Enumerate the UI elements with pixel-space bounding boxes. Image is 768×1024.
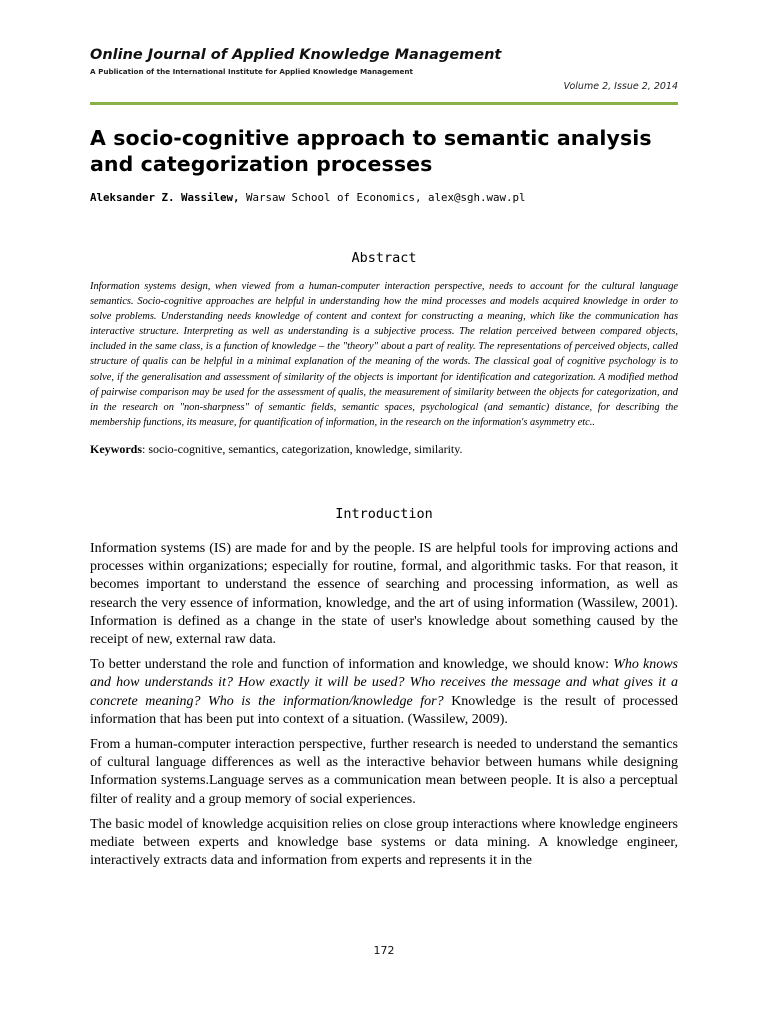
abstract-heading: Abstract xyxy=(351,250,417,266)
journal-title: Online Journal of Applied Knowledge Management xyxy=(90,47,502,63)
p2-italic: Who knows and how understands it? How exactly it will be used? Who receives the message and what gives it a concrete meaning? Who is the information/knowledge for? xyxy=(90,657,678,709)
volume-issue: Volume 2, Issue 2, 2014 xyxy=(563,81,678,92)
abstract-text: Information systems design, when viewed from a human-computer interaction perspective, needs to account for the cultural language semantics. Socio-cognitive approaches are helpful in understanding how the mind processes and models acquired knowledge in order to solve problems. Understanding needs knowledge of content and context for constructing a meaning, which like the communication has interactive structure. Interpreting as well as understanding is a subjective process. The relation perceived between compared objects, included in the same class, is a function of knowledge – the "theory" about a part of reality. The representations of perceived objects, called structure of qualis can be helpful in a minimal explanation of the meaning of the words. The classical goal of cognitive psychology is to solve, if the generalisation and assessment of similarity of the objects is important for identification and categorization. A modified method of pairwise comparison may be used for the assessment of qualis, the measurement of similarity between the objects for categorization, and in the research on "non-sharpness" of semantic fields, semantic spaces, psychological (and semantic) distance, for describing the membership functions, its measure, for quantification of information, in the research on the information's asymmetry etc.. xyxy=(90,281,678,428)
header-rule xyxy=(90,102,678,105)
page xyxy=(90,46,678,870)
intro-paragraph-3: From a human-computer interaction perspective, further research is needed to understand the semantics of cultural language differences as well as the interactive behavior between humans while designing Information systems.Language serves as a communication mean between people. It is also a perceptual filter of reality and a group memory of social experiences. xyxy=(90,736,678,807)
page-number: 172 xyxy=(373,944,395,957)
author-affiliation: Warsaw School of Economics, alex@sgh.waw.pl xyxy=(246,191,526,204)
p2-start: To better understand the role and function of information and knowledge, we should know: xyxy=(90,657,614,673)
author-name: Aleksander Z. Wassilew, xyxy=(90,191,240,204)
p2-end: Knowledge is the result of processed information that has been put into context of a situation. (Wassilew, 2009). xyxy=(90,693,678,727)
intro-paragraph-2 xyxy=(90,656,678,729)
author-line xyxy=(90,191,678,205)
paper-title: A socio-cognitive approach to semantic analysis and categorization processes xyxy=(90,126,652,176)
keywords-list: : socio-cognitive, semantics, categorization, knowledge, similarity. xyxy=(142,441,463,456)
keywords xyxy=(90,442,678,457)
introduction-heading: Introduction xyxy=(335,505,433,522)
intro-paragraph-1: Information systems (IS) are made for and by the people. IS are helpful tools for improving actions and processes within organizations; especially for routine, formal, and algorithmic tasks. For that reason, it becomes important to understand the essence of searching and processing information, as well as research the very essence of information, knowledge, and the art of using information (Wassilew, 2001). Information is defined as a change in the state of user's knowledge about something caused by the receipt of new, external raw data. xyxy=(90,540,678,647)
intro-paragraph-4: The basic model of knowledge acquisition relies on close group interactions where knowledge engineers mediate between experts and knowledge base systems or data mining. A knowledge engineer, interactively extracts data and information from experts and represents it in the xyxy=(90,816,678,869)
keywords-label: Keywords xyxy=(90,441,142,456)
publisher-line: A Publication of the International Institute for Applied Knowledge Management xyxy=(90,67,413,76)
